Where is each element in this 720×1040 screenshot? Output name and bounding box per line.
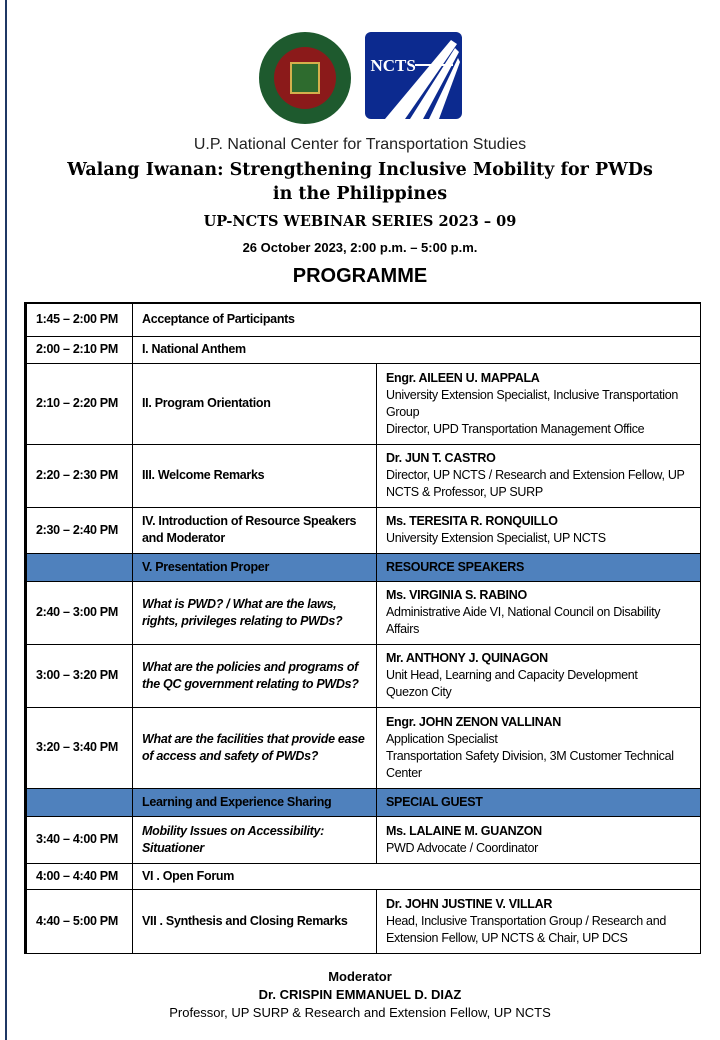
activity-cell: Mobility Issues on Accessibility: Situationer xyxy=(133,816,377,863)
activity-cell: VII . Synthesis and Closing Remarks xyxy=(133,889,377,953)
time-cell: 2:10 – 2:20 PM xyxy=(26,363,133,444)
speaker-name: Dr. JOHN JUSTINE V. VILLAR xyxy=(386,896,553,911)
time-cell: 3:20 – 3:40 PM xyxy=(26,707,133,788)
table-row xyxy=(26,363,701,444)
webinar-series: UP-NCTS WEBINAR SERIES 2023 – 09 xyxy=(203,213,517,230)
time-cell: 4:40 – 5:00 PM xyxy=(26,889,133,953)
speaker-name: Mr. ANTHONY J. QUINAGON xyxy=(386,651,548,665)
activity-cell: VI . Open Forum xyxy=(133,863,701,889)
speaker-detail: PWD Advocate / Coordinator xyxy=(386,840,538,855)
table-row xyxy=(26,863,701,889)
speaker-detail: Application Specialist xyxy=(386,731,498,746)
table-row xyxy=(26,889,701,953)
section-right-label: SPECIAL GUEST xyxy=(377,788,701,816)
activity-cell: What are the policies and programs of the QC government relating to PWDs? xyxy=(133,644,377,707)
table-row xyxy=(26,444,701,507)
section-label: Learning and Experience Sharing xyxy=(133,788,377,816)
speaker-detail: Administrative Aide VI, National Council on Disability Affairs xyxy=(386,605,661,636)
time-cell: 2:00 – 2:10 PM xyxy=(26,336,133,363)
speaker-detail: Director, UPD Transportation Management Office xyxy=(386,421,645,436)
table-row xyxy=(26,644,701,707)
time-cell: 2:40 – 3:00 PM xyxy=(26,581,133,644)
activity-cell: Acceptance of Participants xyxy=(133,303,701,336)
up-seal-logo xyxy=(259,32,351,124)
speaker-cell xyxy=(377,507,701,553)
activity-cell: I. National Anthem xyxy=(133,336,701,363)
speaker-name: Ms. VIRGINIA S. RABINO xyxy=(386,588,527,602)
speaker-detail: University Extension Specialist, Inclusive Transportation Group xyxy=(386,387,679,419)
speaker-cell xyxy=(377,889,701,953)
organization: U.P. National Center for Transportation Studies xyxy=(193,136,527,153)
event-title: Walang Iwanan: Strengthening Inclusive Mobility for PWDs in the Philippines xyxy=(67,160,653,204)
speaker-name: Engr. AILEEN U. MAPPALA xyxy=(386,370,540,385)
speaker-detail: Transportation Safety Division, 3M Customer Technical Center xyxy=(386,748,674,780)
section-right-label: RESOURCE SPEAKERS xyxy=(377,553,701,581)
time-cell xyxy=(26,788,133,816)
logos xyxy=(0,32,720,124)
speaker-detail: University Extension Specialist, UP NCTS xyxy=(386,531,606,545)
activity-cell: II. Program Orientation xyxy=(133,363,377,444)
speaker-cell xyxy=(377,707,701,788)
speaker-name: Engr. JOHN ZENON VALLINAN xyxy=(386,714,561,729)
speaker-name: Dr. JUN T. CASTRO xyxy=(386,451,496,465)
ncts-logo: NCTS xyxy=(365,32,462,119)
speaker-cell xyxy=(377,444,701,507)
table-row xyxy=(26,303,701,336)
time-cell: 2:20 – 2:30 PM xyxy=(26,444,133,507)
page-border xyxy=(5,0,7,1040)
time-cell: 1:45 – 2:00 PM xyxy=(26,303,133,336)
programme-table xyxy=(24,302,701,954)
speaker-cell xyxy=(377,644,701,707)
section-label: V. Presentation Proper xyxy=(133,553,377,581)
speaker-detail: Director, UP NCTS / Research and Extension Fellow, UP NCTS & Professor, UP SURP xyxy=(386,468,685,499)
activity-cell: What is PWD? / What are the laws, rights, privileges relating to PWDs? xyxy=(133,581,377,644)
time-cell: 3:40 – 4:00 PM xyxy=(26,816,133,863)
table-row xyxy=(26,707,701,788)
programme-heading: PROGRAMME xyxy=(292,265,428,287)
speaker-cell xyxy=(377,581,701,644)
speaker-name: Ms. TERESITA R. RONQUILLO xyxy=(386,514,558,528)
time-cell: 4:00 – 4:40 PM xyxy=(26,863,133,889)
section-row xyxy=(26,553,701,581)
speaker-detail: Unit Head, Learning and Capacity Development xyxy=(386,668,638,682)
speaker-cell xyxy=(377,363,701,444)
time-cell xyxy=(26,553,133,581)
event-date: 26 October 2023, 2:00 p.m. – 5:00 p.m. xyxy=(242,240,478,255)
activity-cell: What are the facilities that provide ease of access and safety of PWDs? xyxy=(133,707,377,788)
speaker-cell xyxy=(377,816,701,863)
speaker-detail: Quezon City xyxy=(386,685,452,699)
table-row xyxy=(26,507,701,553)
speaker-name: Ms. LALAINE M. GUANZON xyxy=(386,823,542,838)
moderator-block: Moderator Dr. CRISPIN EMMANUEL D. DIAZ Professor, UP SURP & Research and Extension Fellow, UP NCTS xyxy=(169,969,551,1020)
activity-cell: IV. Introduction of Resource Speakers and Moderator xyxy=(133,507,377,553)
section-row xyxy=(26,788,701,816)
speaker-detail: Head, Inclusive Transportation Group / Research and Extension Fellow, UP NCTS & Chair, UP DCS xyxy=(386,913,667,945)
table-row xyxy=(26,336,701,363)
time-cell: 3:00 – 3:20 PM xyxy=(26,644,133,707)
table-row xyxy=(26,581,701,644)
activity-cell: III. Welcome Remarks xyxy=(133,444,377,507)
time-cell: 2:30 – 2:40 PM xyxy=(26,507,133,553)
table-row xyxy=(26,816,701,863)
